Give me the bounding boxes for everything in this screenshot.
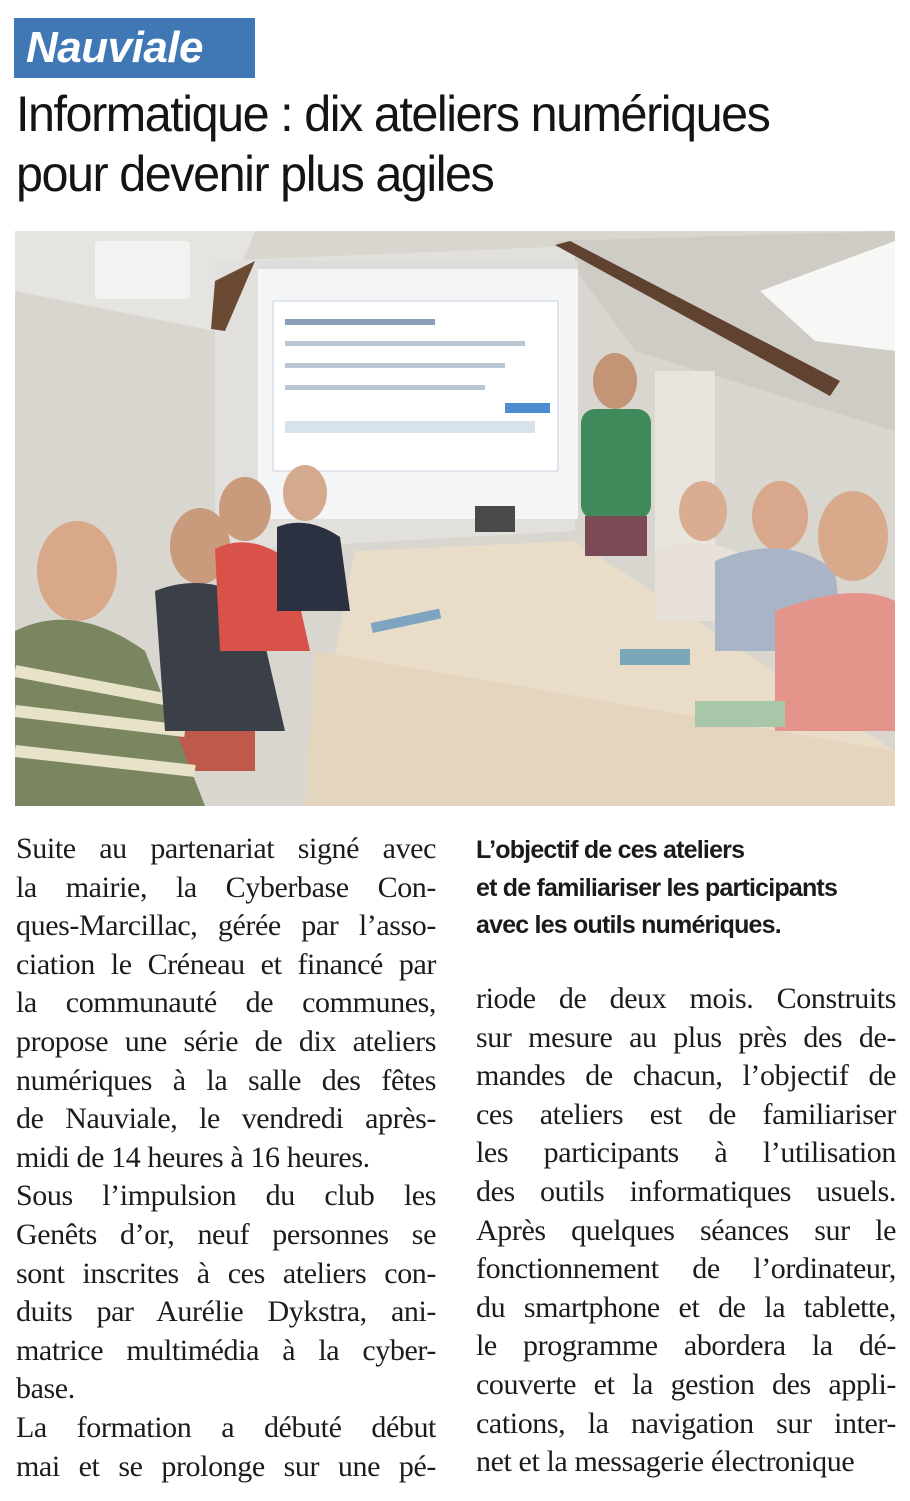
- body-line: sont inscrites à ces ateliers con-: [16, 1256, 436, 1290]
- headline-line: Informatique : dix ateliers numériques: [16, 86, 770, 142]
- lead-line: avec les outils numériques.: [476, 911, 781, 939]
- headline-line: pour devenir plus agiles: [16, 146, 494, 202]
- body-line: la communauté de communes,: [16, 986, 436, 1020]
- body-line: base.: [16, 1372, 75, 1406]
- body-line: sur mesure au plus près des de-: [476, 1020, 896, 1054]
- body-line: riode de deux mois. Construits: [476, 982, 896, 1015]
- article-photo: [15, 231, 895, 806]
- body-line: le programme abordera la dé-: [476, 1329, 896, 1363]
- body-line: ces ateliers est de familiariser: [476, 1097, 896, 1131]
- body-line: mai et se prolonge sur une pé-: [16, 1449, 436, 1483]
- body-line: matrice multimédia à la cyber-: [16, 1333, 436, 1367]
- locality-label: Nauviale: [14, 18, 255, 78]
- body-line: fonctionnement de l’ordinateur,: [476, 1252, 896, 1286]
- body-line: net et la messagerie électronique: [476, 1445, 855, 1479]
- body-line: couverte et la gestion des appli-: [476, 1367, 896, 1401]
- body-line: numériques à la salle des fêtes: [16, 1063, 436, 1097]
- body-line: ques-Marcillac, gérée par l’asso-: [16, 909, 436, 943]
- body-line: la mairie, la Cyberbase Con-: [16, 870, 436, 904]
- body-line: Genêts d’or, neuf personnes se: [16, 1217, 436, 1251]
- body-line: Sous l’impulsion du club les: [16, 1179, 436, 1213]
- lead-highlight: [476, 832, 896, 945]
- body-line: Après quelques séances sur le: [476, 1213, 896, 1247]
- body-line: ciation le Créneau et financé par: [16, 947, 436, 981]
- body-line: cations, la navigation sur inter-: [476, 1406, 896, 1440]
- body-line: du smartphone et de la tablette,: [476, 1290, 896, 1324]
- body-line: des outils informatiques usuels.: [476, 1174, 896, 1208]
- body-line: de Nauviale, le vendredi après-: [16, 1102, 436, 1136]
- headline: [16, 84, 870, 204]
- body-line: mandes de chacun, l’objectif de: [476, 1059, 896, 1093]
- lead-line: L’objectif de ces ateliers: [476, 836, 745, 864]
- body-line: La formation a débuté début: [16, 1410, 436, 1444]
- body-line: les participants à l’utilisation: [476, 1136, 896, 1170]
- lead-line: et de familiariser les participants: [476, 873, 838, 902]
- body-line: propose une série de dix ateliers: [16, 1024, 436, 1058]
- body-line: Suite au partenariat signé avec: [16, 832, 436, 865]
- body-line: duits par Aurélie Dykstra, ani-: [16, 1295, 436, 1329]
- body-column-right: [476, 980, 896, 1482]
- body-line: midi de 14 heures à 16 heures.: [16, 1140, 370, 1174]
- body-column-left: [16, 830, 436, 1486]
